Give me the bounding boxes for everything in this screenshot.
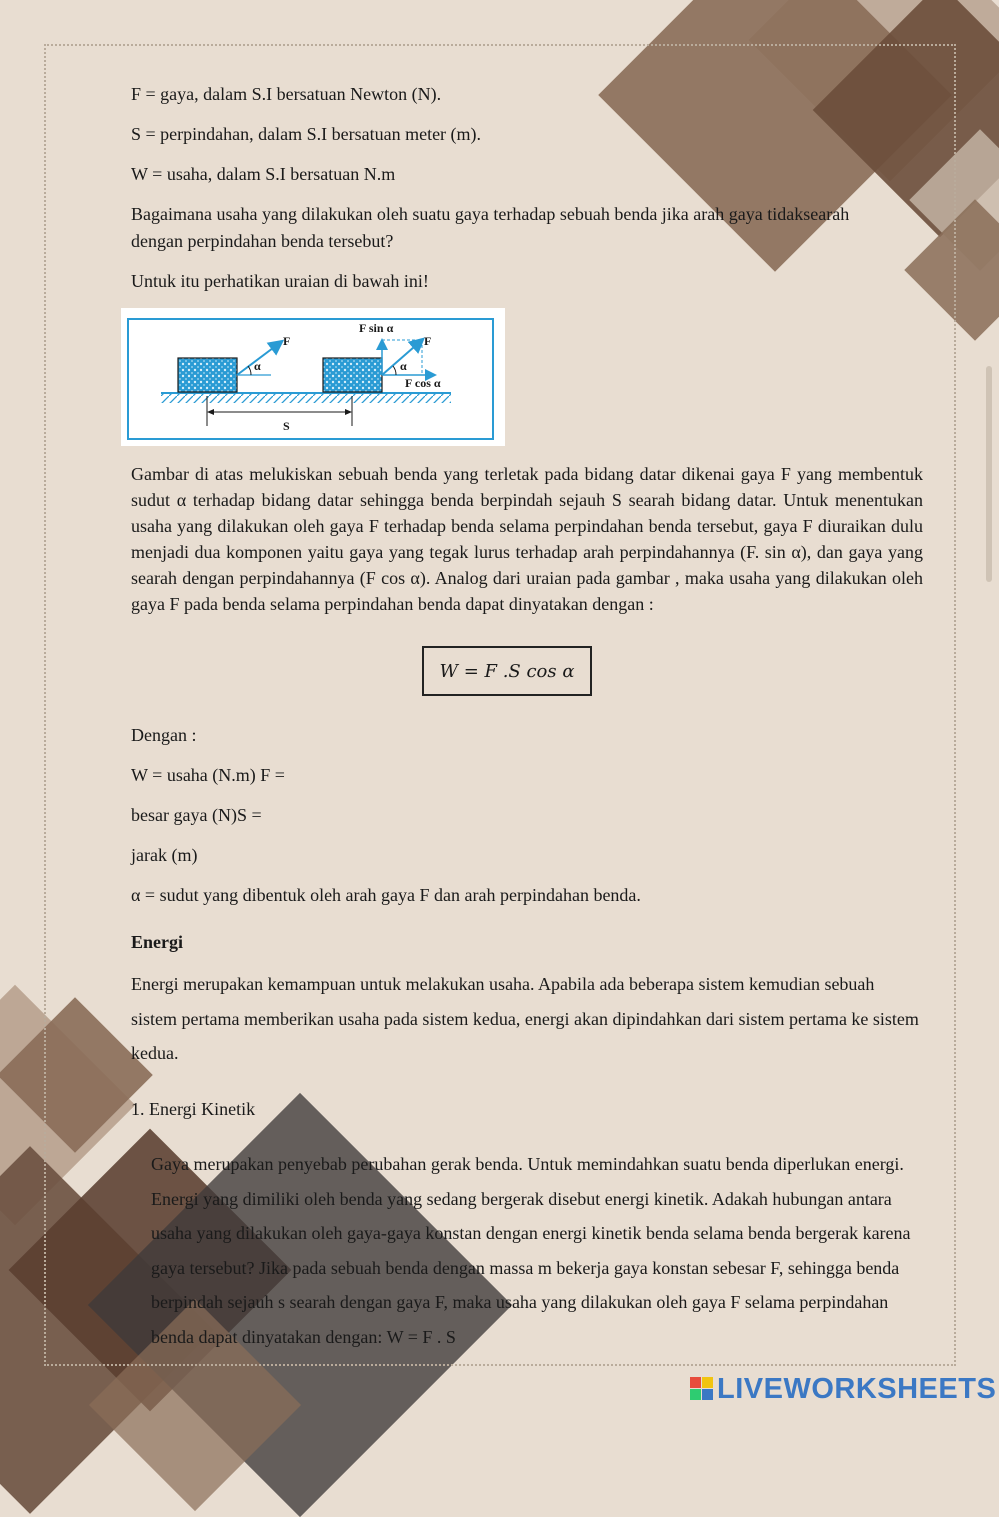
liveworksheets-brand[interactable] <box>690 1373 996 1405</box>
legend-line-3: jarak (m) <box>131 845 198 865</box>
label-s: S <box>283 419 290 433</box>
kinetik-heading: 1. Energi Kinetik <box>131 1099 256 1119</box>
kinetik-paragraph: Gaya merupakan penyebab perubahan gerak benda. Untuk memindahkan suatu benda diperlukan energi. Energi yang dimiliki oleh benda yang sedang bergerak disebut energi kinetik. Adakah hubungan antara usaha yang dilakukan oleh gaya-gaya konstan dengan energi kinetik benda selama benda bergerak karena gaya tersebut? Jika pada sebuah benda dengan massa m bekerja gaya konstan sebesar F, sehingga benda berpindah sejauh s searah dengan gaya F, maka usaha yang dilakukan oleh gaya F selama perpindahan benda dapat dinyatakan dengan: W = F . S <box>151 1154 911 1347</box>
notice-text: Untuk itu perhatikan uraian di bawah ini! <box>131 271 429 291</box>
brand-name: LIVEWORKSHEETS <box>717 1372 997 1405</box>
label-alpha-left: α <box>254 359 261 373</box>
ground-hatch <box>161 394 451 403</box>
legend-heading: Dengan : <box>131 725 197 745</box>
work-formula: W = F .S cos α <box>422 646 592 696</box>
description-paragraph: Gambar di atas melukiskan sebuah benda yang terletak pada bidang datar dikenai gaya F yang membentuk sudut α terhadap bidang datar sehingga benda berpindah sejauh S searah bidang datar. Untuk menentukan usaha yang dilakukan oleh gaya F terhadap benda selama perpindahan benda tersebut, gaya F diuraikan dulu menjadi dua komponen yaitu gaya yang tegak lurus terhadap arah perpindahannya (F. sin α), dan gaya yang searah dengan perpindahannya (F cos α). Analog dari uraian pada gambar , maka usaha yang dilakukan oleh gaya F pada benda selama perpindahan benda dapat dinyatakan dengan : <box>131 464 923 614</box>
label-f-left: F <box>283 334 291 348</box>
force-diagram-svg <box>121 308 505 446</box>
question-line-2: dengan perpindahan benda tersebut? <box>131 231 394 251</box>
block-end <box>323 358 382 392</box>
label-alpha-right: α <box>400 359 407 373</box>
force-definition: F = gaya, dalam S.I bersatuan Newton (N). <box>131 84 442 104</box>
question-line-1: Bagaimana usaha yang dilakukan oleh suatu gaya terhadap sebuah benda jika arah gaya tidaksearah <box>131 204 850 224</box>
distance-arrow-left <box>207 409 214 415</box>
angle-arc-right <box>393 366 396 375</box>
distance-arrow-right <box>345 409 352 415</box>
energi-paragraph: Energi merupakan kemampuan untuk melakukan usaha. Apabila ada beberapa sistem kemudian sebuah sistem pertama memberikan usaha pada sistem kedua, energi akan dipindahkan dari sistem pertama ke sistem kedua. <box>131 974 919 1063</box>
label-f-cos: F cos α <box>405 376 441 390</box>
label-f-sin: F sin α <box>359 321 394 335</box>
block-start <box>178 358 237 392</box>
scrollbar[interactable] <box>986 366 992 582</box>
energi-heading: Energi <box>131 932 183 952</box>
displacement-definition: S = perpindahan, dalam S.I bersatuan meter (m). <box>131 124 482 144</box>
work-definition: W = usaha, dalam S.I bersatuan N.m <box>131 164 396 184</box>
legend-line-4: α = sudut yang dibentuk oleh arah gaya F dan arah perpindahan benda. <box>131 885 641 905</box>
legend-line-1: W = usaha (N.m) F = <box>131 765 285 785</box>
label-f-right: F <box>424 334 432 348</box>
liveworksheets-logo-icon <box>690 1377 714 1401</box>
legend-line-2: besar gaya (N)S = <box>131 805 262 825</box>
angle-arc-left <box>248 366 251 375</box>
force-diagram <box>121 308 505 446</box>
